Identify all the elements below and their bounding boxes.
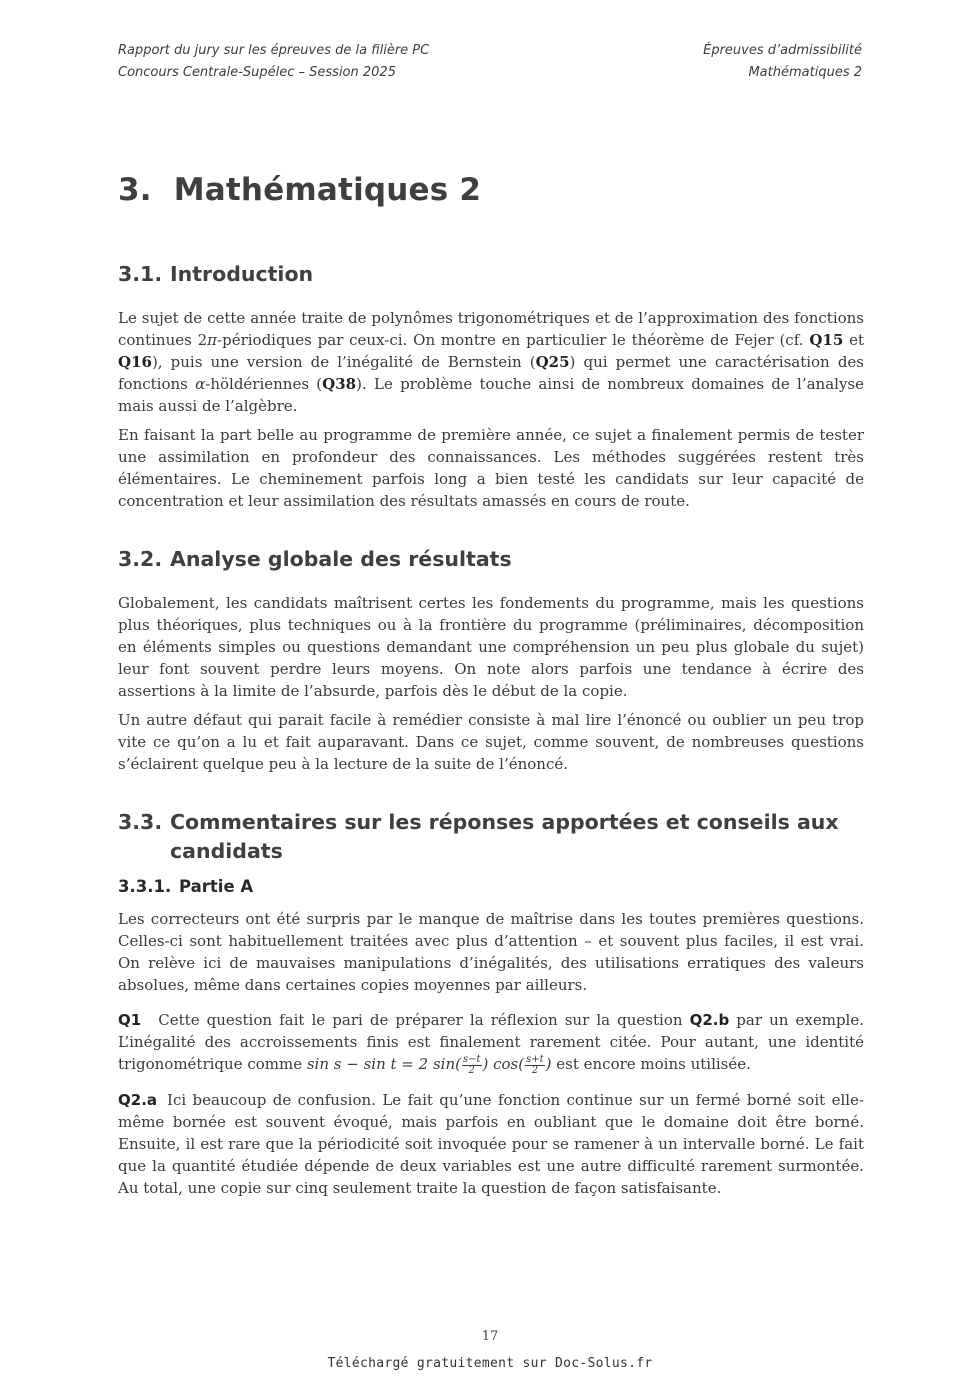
subsection-number: 3.3.1. [118, 877, 172, 896]
chapter-title: Mathématiques 2 [173, 172, 482, 208]
question-comment-q1: Q1 Cette question fait le pari de préparer la réflexion sur la question Q2.b par un exemple. L’inégalité des accroissements finis est finalement rarement citée. Pour autant, une identité trigonométrique comme sin s − sin t = 2 sin( $\frac{s-t}{2}$ ) cos( $\frac{s+t}{2}$ ) est encore moins utilisée. [118, 1011, 864, 1076]
question-ref: Q15 [809, 331, 844, 349]
question-label: Q1 [118, 1011, 142, 1029]
paragraph: Le sujet de cette année traite de polynômes trigonométriques et de l’approximation des fonctions continues 2π-périodiques par ceux-ci. On montre en particulier le théorème de Fejer (cf. Q15 et Q16), puis une version de l’inégalité de Bernstein (Q25) qui permet une caractérisation des fonctions α-höldériennes (Q38). Le problème touche ainsi de nombreux domaines de l’analyse mais aussi de l’algèbre. [118, 309, 864, 415]
section-analysis [118, 545, 864, 775]
question-ref: Q2.b [689, 1011, 730, 1029]
section-title: Commentaires sur les réponses apportées et conseils aux candidats [170, 810, 839, 863]
section-title: Analyse globale des résultats [170, 547, 512, 571]
header-session: Concours Centrale-Supélec – Session 2025 [118, 65, 396, 80]
paragraph: En faisant la part belle au programme de première année, ce sujet a finalement permis de tester une assimilation en profondeur des connaissances. Les méthodes suggérées restent très élémentaires. Le cheminement parfois long a bien testé les candidats sur leur capacité de concentration et leur assimilation des résultats amassés en cours de route. [118, 426, 864, 510]
question-ref: Q38 [322, 375, 357, 393]
question-comment-q2a: Q2.a Ici beaucoup de confusion. Le fait qu’une fonction continue sur un fermé borné soit elle-même bornée est souvent évoqué, mais parfois en oubliant que le domaine doit être borné. Ensuite, il est rare que la périodicité soit invoquée pour se ramener à un intervalle borné. Le fait que la quantité étudiée dépende de deux variables est une autre difficulté rarement surmontée. Au total, une copie sur cinq seulement traite la question de façon satisfaisante. [118, 1090, 864, 1197]
section-heading [118, 260, 864, 289]
section-comments [118, 808, 864, 1199]
header-subject: Mathématiques 2 [748, 65, 862, 80]
paragraph: Les correcteurs ont été surpris par le manque de maîtrise dans les toutes premières questions. Celles-ci sont habituellement traitées avec plus d’attention – et souvent plus faciles, il est vrai. On relève ici de mauvaises manipulations d’inégalités, des utilisations erratiques des valeurs absolues, même dans certaines copies moyennes par ailleurs. [118, 910, 864, 994]
section-heading [118, 808, 864, 866]
paragraph: Globalement, les candidats maîtrisent certes les fondements du programme, mais les questions plus théoriques, plus techniques ou à la frontière du programme (préliminaires, décomposition en éléments simples ou questions demandant une compréhension un peu plus globale du sujet) leur font souvent perdre leurs moyens. On note alors parfois une tendance à écrire des assertions à la limite de l’absurde, parfois dès le début de la copie. [118, 594, 864, 700]
section-heading [118, 545, 864, 574]
question-ref: Q25 [535, 353, 570, 371]
subsection-heading [118, 874, 864, 900]
section-number: 3.1. [118, 262, 163, 286]
page-number: 17 [481, 1329, 499, 1344]
subsection-title: Partie A [179, 877, 254, 896]
paragraph: Un autre défaut qui parait facile à remédier consiste à mal lire l’énoncé ou oublier un peu trop vite ce qu’on a lu et fait auparavant. Dans ce sujet, comme souvent, de nombreuses questions s’éclairent quelque peu à la lecture de la suite de l’énoncé. [118, 711, 864, 773]
trig-formula: sin s − sin t = 2 sin( $\frac{s-t}{2}$ ) cos( $\frac{s+t}{2}$ ) [306, 1053, 552, 1076]
question-ref: Q16 [118, 353, 152, 371]
question-label: Q2.a [118, 1090, 158, 1109]
section-introduction [118, 260, 864, 512]
fraction: $\frac{s-t}{2}$ [462, 1053, 481, 1076]
document-body [118, 164, 864, 1206]
section-number: 3.2. [118, 547, 163, 571]
header-left [118, 40, 429, 84]
section-title: Introduction [170, 262, 314, 286]
download-footer: Téléchargé gratuitement sur Doc-Solus.fr [327, 1356, 653, 1371]
header-right [703, 40, 862, 84]
fraction: $\frac{s+t}{2}$ [526, 1053, 544, 1076]
header-report-title: Rapport du jury sur les épreuves de la filière PC [118, 43, 430, 58]
section-number: 3.3. [118, 810, 163, 834]
chapter-number: 3. [118, 172, 152, 208]
page-title [118, 164, 864, 216]
header-exam-type: Épreuves d’admissibilité [703, 43, 862, 58]
